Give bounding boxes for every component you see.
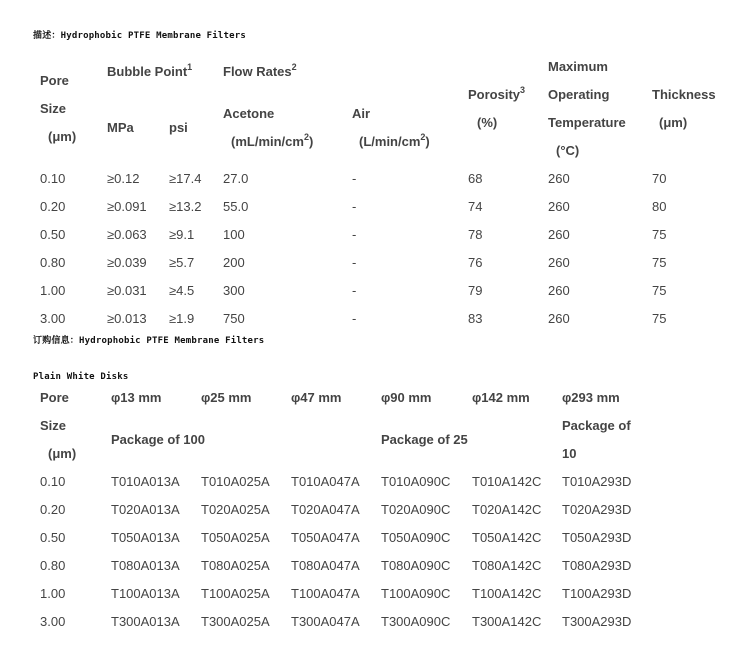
cell-d142: T050A142C [472,530,542,545]
header-max-line3: Temperature [548,115,626,130]
header-pore-line1: Pore [40,73,69,88]
cell-d293: T050A293D [562,530,632,545]
cell-porosity: 74 [468,199,483,214]
cell-porosity: 83 [468,311,483,326]
cell-temperature: 260 [548,199,570,214]
cell-thickness: 75 [652,227,667,242]
order-header-d25: φ25 mm [201,390,252,405]
cell-d293: T100A293D [562,586,632,601]
cell-d90: T100A090C [381,586,451,601]
cell-pore: 0.50 [40,227,66,242]
cell-d47: T300A047A [291,614,360,629]
cell-air: - [352,171,357,186]
cell-pore: 0.20 [40,199,66,214]
cell-pore: 0.10 [40,171,66,186]
cell-mpa: ≥0.031 [107,283,147,298]
cell-porosity: 76 [468,255,483,270]
cell-air: - [352,311,357,326]
header-thickness: Thickness [652,87,716,102]
cell-acetone: 55.0 [223,199,249,214]
cell-d90: T300A090C [381,614,451,629]
cell-mpa: ≥0.039 [107,255,147,270]
order-header-d90: φ90 mm [381,390,432,405]
header-bubble-point: Bubble Point$^1$ [107,61,193,79]
cell-d293: T020A293D [562,502,632,517]
cell-thickness: 75 [652,283,667,298]
cell-pore: 0.20 [40,502,66,517]
cell-acetone: 27.0 [223,171,249,186]
cell-pore: 0.10 [40,474,66,489]
cell-d47: T010A047A [291,474,360,489]
cell-mpa: ≥0.091 [107,199,147,214]
cell-d25: T020A025A [201,502,270,517]
cell-pore: 0.80 [40,255,66,270]
cell-d90: T050A090C [381,530,451,545]
header-psi: psi [169,120,188,135]
cell-d13: T020A013A [111,502,180,517]
cell-thickness: 75 [652,311,667,326]
header-max-line2: Operating [548,87,610,102]
order-header-pkg25: Package of 25 [381,432,468,447]
cell-temperature: 260 [548,171,570,186]
cell-d142: T300A142C [472,614,542,629]
disks-caption: Plain White Disks [33,372,129,382]
header-pore-line3: (μm) [48,129,77,144]
cell-porosity: 68 [468,171,483,186]
cell-pore: 3.00 [40,311,66,326]
cell-d90: T020A090C [381,502,451,517]
cell-mpa: ≥0.12 [107,171,140,186]
cell-pore: 1.00 [40,283,66,298]
cell-porosity: 79 [468,283,483,298]
order-caption: 订购信息：Hydrophobic PTFE Membrane Filters [33,336,265,346]
cell-air: - [352,283,357,298]
cell-mpa: ≥0.013 [107,311,147,326]
cell-temperature: 260 [548,311,570,326]
cell-d25: T100A025A [201,586,270,601]
cell-thickness: 70 [652,171,667,186]
cell-psi: ≥17.4 [169,171,202,186]
header-max-line4: (°C) [556,143,580,158]
order-header-pkg10-line1: Package of [562,418,631,433]
cell-thickness: 80 [652,199,667,214]
cell-air: - [352,227,357,242]
cell-d25: T080A025A [201,558,270,573]
cell-d47: T020A047A [291,502,360,517]
cell-air: - [352,255,357,270]
cell-pore: 0.50 [40,530,66,545]
cell-psi: ≥13.2 [169,199,202,214]
cell-temperature: 260 [548,227,570,242]
cell-d293: T300A293D [562,614,632,629]
header-flow-rates: Flow Rates$^2$ [223,61,297,79]
header-acetone: Acetone [223,106,275,121]
cell-d142: T010A142C [472,474,542,489]
cell-temperature: 260 [548,283,570,298]
cell-acetone: 300 [223,283,245,298]
header-max-line1: Maximum [548,59,608,74]
cell-mpa: ≥0.063 [107,227,147,242]
cell-temperature: 260 [548,255,570,270]
cell-d13: T300A013A [111,614,180,629]
header-acetone-unit: $(mL/\min/cm^2)$ [231,131,314,149]
order-header-pore-line3: (μm) [48,446,77,461]
cell-d293: T080A293D [562,558,632,573]
cell-d293: T010A293D [562,474,632,489]
cell-d90: T080A090C [381,558,451,573]
cell-d13: T080A013A [111,558,180,573]
cell-acetone: 200 [223,255,245,270]
cell-d142: T080A142C [472,558,542,573]
header-pore-line2: Size [40,101,67,116]
order-header-d293: φ293 mm [562,390,620,405]
cell-psi: ≥9.1 [169,227,195,242]
spec-caption: 描述：Hydrophobic PTFE Membrane Filters [33,31,247,41]
order-header-d13: φ13 mm [111,390,162,405]
cell-psi: ≥1.9 [169,311,195,326]
cell-acetone: 100 [223,227,245,242]
order-header-pore-line1: Pore [40,390,69,405]
cell-d47: T050A047A [291,530,360,545]
header-porosity: Porosity$^3$ [468,84,526,102]
cell-d90: T010A090C [381,474,451,489]
cell-d25: T300A025A [201,614,270,629]
header-mpa: MPa [107,120,134,135]
cell-d142: T020A142C [472,502,542,517]
cell-psi: ≥5.7 [169,255,195,270]
cell-pore: 1.00 [40,586,66,601]
cell-pore: 0.80 [40,558,66,573]
cell-thickness: 75 [652,255,667,270]
cell-d13: T050A013A [111,530,180,545]
order-header-pkg10-line2: 10 [562,446,577,461]
cell-d25: T010A025A [201,474,270,489]
header-thickness-unit: (μm) [659,115,688,130]
cell-d142: T100A142C [472,586,542,601]
cell-d13: T010A013A [111,474,180,489]
cell-acetone: 750 [223,311,245,326]
cell-air: - [352,199,357,214]
header-air-unit: $(L/\min/cm^2)$ [359,131,430,149]
cell-d47: T100A047A [291,586,360,601]
cell-d13: T100A013A [111,586,180,601]
cell-psi: ≥4.5 [169,283,195,298]
order-header-pkg100: Package of 100 [111,432,205,447]
order-header-d47: φ47 mm [291,390,342,405]
order-header-pore-line2: Size [40,418,67,433]
cell-porosity: 78 [468,227,483,242]
cell-d25: T050A025A [201,530,270,545]
cell-d47: T080A047A [291,558,360,573]
order-header-d142: φ142 mm [472,390,530,405]
cell-pore: 3.00 [40,614,66,629]
header-porosity-unit: (%) [477,115,498,130]
header-air: Air [352,106,371,121]
